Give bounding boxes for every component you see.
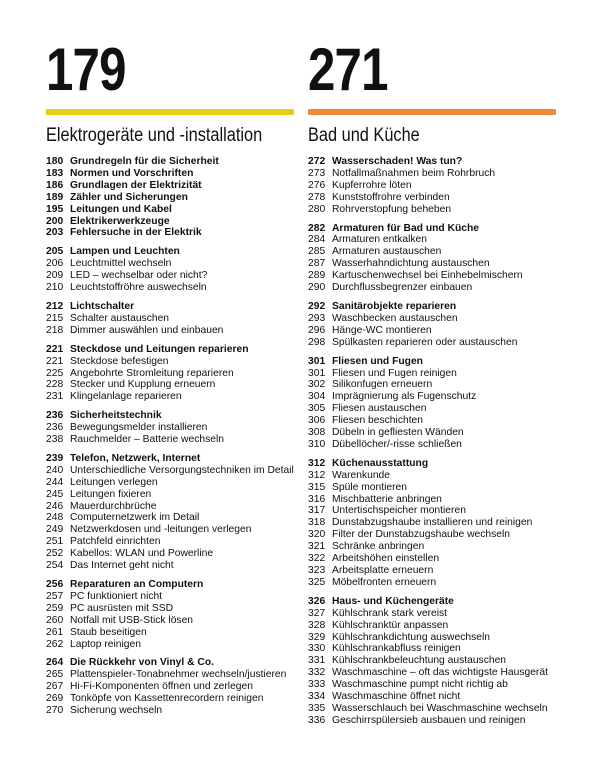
toc-entry[interactable] (308, 620, 556, 632)
page-number: 221 (46, 343, 64, 355)
entry-title: Plattenspieler-Tonabnehmer wechseln/justieren (70, 669, 287, 681)
toc-entry[interactable] (308, 379, 556, 391)
entry-title: Unterschiedliche Versorgungstechniken im Detail (70, 464, 294, 476)
chapter-number: 271 (308, 36, 388, 103)
chapter-title: Bad und Küche (308, 125, 420, 146)
toc-entry[interactable] (46, 422, 294, 434)
page-number: 298 (308, 336, 326, 348)
entry-title: Kunststoffrohre verbinden (332, 191, 450, 203)
toc-section-heading[interactable] (46, 410, 294, 422)
page-number: 335 (308, 702, 326, 714)
toc-entry[interactable] (46, 313, 294, 325)
page-number: 209 (46, 270, 64, 282)
entry-title: Rohrverstopfung beheben (332, 203, 452, 215)
entry-title: Haus- und Küchengeräte (332, 595, 454, 607)
toc-section (46, 344, 294, 404)
page-number: 310 (308, 438, 326, 450)
entry-title: Sanitärobjekte reparieren (332, 300, 457, 312)
entry-title: Kühlschrank stark vereist (332, 607, 448, 619)
toc-entry[interactable] (308, 632, 556, 644)
page-number: 329 (308, 631, 326, 643)
entry-title: Schränke anbringen (332, 541, 425, 553)
page-number: 308 (308, 427, 326, 439)
toc-list (46, 156, 294, 717)
toc-section (46, 156, 294, 239)
entry-title: Lichtschalter (70, 300, 135, 312)
toc-entry[interactable] (308, 482, 556, 494)
toc-entry[interactable] (46, 501, 294, 513)
right-chapter (308, 36, 556, 727)
entry-title: Wasserschlauch bei Waschmaschine wechseln (332, 702, 548, 714)
toc-section-heading[interactable] (308, 458, 556, 470)
entry-title: Kühlschranktür anpassen (332, 619, 449, 631)
toc-entry[interactable] (308, 204, 556, 216)
page-number: 312 (308, 469, 326, 481)
page-number: 289 (308, 270, 326, 282)
toc-entry[interactable] (46, 669, 294, 681)
toc-entry[interactable] (46, 216, 294, 228)
left-chapter (46, 36, 294, 717)
page-number: 325 (308, 576, 326, 588)
page-number: 236 (46, 410, 64, 422)
page-number: 206 (46, 258, 64, 270)
toc-entry[interactable] (308, 168, 556, 180)
page-number: 269 (46, 693, 64, 705)
toc-section (46, 246, 294, 294)
page-number: 333 (308, 679, 326, 691)
entry-title: Zähler und Sicherungen (70, 191, 188, 203)
toc-entry[interactable] (46, 227, 294, 239)
page-number: 331 (308, 655, 326, 667)
entry-title: Leitungen und Kabel (70, 203, 172, 215)
toc-entry[interactable] (308, 565, 556, 577)
page-number: 282 (308, 222, 326, 234)
toc-section-heading[interactable] (46, 344, 294, 356)
toc-entry[interactable] (46, 627, 294, 639)
page-number: 260 (46, 614, 64, 626)
page-number: 305 (308, 403, 326, 415)
page-number: 280 (308, 203, 326, 215)
entry-title: Staub beseitigen (70, 626, 147, 638)
entry-title: Steckdose befestigen (70, 355, 169, 367)
toc-section-heading[interactable] (308, 356, 556, 368)
entry-title: Grundregeln für die Sicherheit (70, 156, 219, 167)
page-number: 296 (308, 324, 326, 336)
page-number: 249 (46, 524, 64, 536)
page-number: 240 (46, 464, 64, 476)
page-number: 301 (308, 367, 326, 379)
toc-entry[interactable] (308, 529, 556, 541)
entry-title: Mauerdurchbrüche (70, 500, 157, 512)
toc-entry[interactable] (46, 705, 294, 717)
entry-title: Elektrikerwerkzeuge (70, 215, 170, 227)
toc-entry[interactable] (308, 643, 556, 655)
toc-section-heading[interactable] (308, 596, 556, 608)
chapter-number: 179 (46, 36, 126, 103)
entry-title: Fliesen und Fugen reinigen (332, 367, 457, 379)
toc-entry[interactable] (46, 465, 294, 477)
page-number: 195 (46, 203, 64, 215)
entry-title: Untertischspeicher montieren (332, 505, 466, 517)
toc-entry[interactable] (46, 615, 294, 627)
toc-entry[interactable] (308, 234, 556, 246)
entry-title: Kupferrohre löten (332, 179, 412, 191)
toc-list (308, 156, 556, 727)
toc-section-heading[interactable] (308, 301, 556, 313)
toc-entry[interactable] (308, 505, 556, 517)
toc-entry[interactable] (46, 548, 294, 560)
entry-title: Notfallmaßnahmen beim Rohrbruch (332, 167, 496, 179)
page-number: 215 (46, 312, 64, 324)
entry-title: Leitungen verlegen (70, 476, 158, 488)
page-number: 302 (308, 379, 326, 391)
entry-title: Bewegungsmelder installieren (70, 422, 208, 434)
page-number: 261 (46, 626, 64, 638)
entry-title: Tonköpfe von Kassettenrecordern reinigen (70, 693, 264, 705)
page-number: 276 (308, 179, 326, 191)
entry-title: Laptop reinigen (70, 638, 141, 650)
entry-title: Mischbatterie anbringen (332, 493, 442, 505)
toc-section-heading[interactable] (46, 579, 294, 591)
toc-entry[interactable] (46, 204, 294, 216)
entry-title: Leuchtmittel wechseln (70, 258, 172, 270)
toc-section-heading[interactable] (46, 156, 294, 168)
page-number: 262 (46, 638, 64, 650)
page-number: 285 (308, 246, 326, 258)
entry-title: Steckdose und Leitungen reparieren (70, 343, 249, 355)
toc-section-heading[interactable] (46, 246, 294, 258)
page-number: 336 (308, 714, 326, 726)
toc-entry[interactable] (46, 603, 294, 615)
page-number: 332 (308, 667, 326, 679)
entry-title: Kühlschrankabfluss reinigen (332, 643, 461, 655)
toc-entry[interactable] (46, 258, 294, 270)
entry-title: Warenkunde (332, 469, 391, 481)
toc-entry[interactable] (46, 391, 294, 403)
toc-section (308, 596, 556, 727)
entry-title: Notfall mit USB-Stick lösen (70, 614, 194, 626)
toc-entry[interactable] (308, 577, 556, 589)
entry-title: Normen und Vorschriften (70, 167, 194, 179)
page-number: 284 (308, 234, 326, 246)
page-number: 318 (308, 517, 326, 529)
entry-title: Kartuschenwechsel bei Einhebelmischern (332, 270, 523, 282)
entry-title: Kühlschrankbeleuchtung austauschen (332, 655, 507, 667)
toc-entry[interactable] (308, 192, 556, 204)
entry-title: Lampen und Leuchten (70, 246, 180, 258)
page-number: 236 (46, 422, 64, 434)
entry-title: Wasserhahndichtung austauschen (332, 258, 490, 270)
toc-entry[interactable] (308, 258, 556, 270)
toc-section (46, 410, 294, 446)
toc-entry[interactable] (46, 591, 294, 603)
page-number: 327 (308, 607, 326, 619)
entry-title: Sicherheitstechnik (70, 410, 162, 422)
toc-entry[interactable] (46, 325, 294, 337)
page-number: 248 (46, 512, 64, 524)
page-number: 238 (46, 434, 64, 446)
entry-title: Armaturen für Bad und Küche (332, 222, 480, 234)
toc-entry[interactable] (308, 655, 556, 667)
entry-title: Dübellöcher/-risse schließen (332, 438, 462, 450)
page-number: 212 (46, 300, 64, 312)
entry-title: Fliesen austauschen (332, 403, 427, 415)
entry-title: Stecker und Kupplung erneuern (70, 379, 216, 391)
entry-title: Telefon, Netzwerk, Internet (70, 452, 201, 464)
page-number: 210 (46, 282, 64, 294)
toc-entry[interactable] (46, 270, 294, 282)
toc-entry[interactable] (308, 325, 556, 337)
toc-entry[interactable] (308, 282, 556, 294)
entry-title: Sicherung wechseln (70, 705, 163, 717)
toc-entry[interactable] (308, 608, 556, 620)
toc-entry[interactable] (308, 470, 556, 482)
toc-entry[interactable] (308, 313, 556, 325)
toc-section-heading[interactable] (308, 223, 556, 235)
entry-title: Rauchmelder – Batterie wechseln (70, 434, 224, 446)
toc-entry[interactable] (308, 337, 556, 349)
toc-section (308, 458, 556, 589)
toc-entry[interactable] (46, 356, 294, 368)
toc-entry[interactable] (308, 439, 556, 451)
page-number: 225 (46, 367, 64, 379)
page-number: 322 (308, 553, 326, 565)
entry-title: Leuchtstoffröhre auswechseln (70, 282, 207, 294)
toc-section-heading[interactable] (46, 301, 294, 313)
entry-title: Netzwerkdosen und -leitungen verlegen (70, 524, 252, 536)
entry-title: Silikonfugen erneuern (332, 379, 433, 391)
toc-entry[interactable] (308, 667, 556, 679)
entry-title: Imprägnierung als Fugenschutz (332, 391, 477, 403)
toc-entry[interactable] (46, 168, 294, 180)
toc-entry[interactable] (46, 693, 294, 705)
entry-title: Angebohrte Stromleitung reparieren (70, 367, 234, 379)
toc-entry[interactable] (308, 180, 556, 192)
toc-section (46, 453, 294, 572)
toc-section (308, 356, 556, 451)
toc-entry[interactable] (46, 434, 294, 446)
page-number: 256 (46, 579, 64, 590)
toc-section (308, 156, 556, 216)
entry-title: Hänge-WC montieren (332, 324, 432, 336)
page-number: 254 (46, 560, 64, 572)
page-number: 251 (46, 536, 64, 548)
page-number: 228 (46, 379, 64, 391)
toc-entry[interactable] (308, 415, 556, 427)
entry-title: Waschmaschine – oft das wichtigste Hausgerät (332, 667, 548, 679)
toc-entry[interactable] (46, 180, 294, 192)
entry-title: Das Internet geht nicht (70, 560, 174, 572)
toc-section (46, 301, 294, 337)
entry-title: Dimmer auswählen und einbauen (70, 324, 224, 336)
entry-title: PC funktioniert nicht (70, 590, 163, 602)
page-number: 334 (308, 691, 326, 703)
toc-entry[interactable] (308, 541, 556, 553)
entry-title: Fliesen beschichten (332, 415, 424, 427)
page-number: 257 (46, 590, 64, 602)
entry-title: Armaturen entkalken (332, 234, 428, 246)
page-number: 246 (46, 500, 64, 512)
page-number: 321 (308, 541, 326, 553)
toc-entry[interactable] (308, 553, 556, 565)
toc-section (46, 579, 294, 650)
page-number: 292 (308, 300, 326, 312)
toc-entry[interactable] (46, 524, 294, 536)
toc-section-heading[interactable] (308, 156, 556, 168)
entry-title: Durchflussbegrenzer einbauen (332, 282, 473, 294)
entry-title: Hi-Fi-Komponenten öffnen und zerlegen (70, 681, 253, 693)
chapter-accent-bar (308, 109, 556, 115)
toc-entry[interactable] (46, 192, 294, 204)
page-number: 180 (46, 156, 64, 167)
page-number: 278 (308, 191, 326, 203)
page-number: 270 (46, 705, 64, 717)
chapter-title: Elektrogeräte und -installation (46, 125, 263, 146)
page-number: 330 (308, 643, 326, 655)
toc-entry[interactable] (308, 715, 556, 727)
toc-entry[interactable] (46, 477, 294, 489)
page-number: 273 (308, 167, 326, 179)
entry-title: Spülkasten reparieren oder austauschen (332, 336, 518, 348)
page-number: 203 (46, 227, 64, 239)
toc-entry[interactable] (308, 517, 556, 529)
toc-section (308, 223, 556, 294)
chapter-accent-bar (46, 109, 294, 115)
page-number: 287 (308, 258, 326, 270)
toc-entry[interactable] (46, 282, 294, 294)
entry-title: Die Rückkehr von Vinyl & Co. (70, 657, 215, 669)
entry-title: Filter der Dunstabzugshaube wechseln (332, 529, 511, 541)
entry-title: Spüle montieren (332, 481, 407, 493)
page-number: 183 (46, 167, 64, 179)
entry-title: Möbelfronten erneuern (332, 576, 437, 588)
entry-title: Kühlschrankdichtung auswechseln (332, 631, 490, 643)
page-number: 239 (46, 452, 64, 464)
toc-entry[interactable] (46, 536, 294, 548)
entry-title: Waschbecken austauschen (332, 312, 458, 324)
toc-entry[interactable] (46, 681, 294, 693)
entry-title: Waschmaschine pumpt nicht richtig ab (332, 679, 508, 691)
page-number: 315 (308, 481, 326, 493)
entry-title: LED – wechselbar oder nicht? (70, 270, 208, 282)
page-number: 267 (46, 681, 64, 693)
page-number: 218 (46, 324, 64, 336)
toc-entry[interactable] (308, 679, 556, 691)
page-number: 301 (308, 355, 326, 367)
page-number: 259 (46, 602, 64, 614)
toc-section (308, 301, 556, 349)
page-number: 320 (308, 529, 326, 541)
toc-entry[interactable] (308, 403, 556, 415)
page-number: 252 (46, 548, 64, 560)
page-number: 312 (308, 457, 326, 469)
entry-title: Arbeitshöhen einstellen (332, 553, 440, 565)
entry-title: Waschmaschine öffnet nicht (332, 691, 461, 703)
entry-title: Fliesen und Fugen (332, 355, 423, 367)
entry-title: Dunstabzugshaube installieren und reinigen (332, 517, 533, 529)
page-number: 264 (46, 657, 64, 669)
toc-entry[interactable] (308, 703, 556, 715)
page-number: 272 (308, 156, 326, 167)
toc-entry[interactable] (46, 639, 294, 651)
entry-title: Leitungen fixieren (70, 488, 152, 500)
entry-title: Klingelanlage reparieren (70, 391, 182, 403)
page-number: 205 (46, 246, 64, 258)
toc-entry[interactable] (308, 368, 556, 380)
page-number: 245 (46, 488, 64, 500)
toc-entry[interactable] (308, 391, 556, 403)
page-number: 231 (46, 391, 64, 403)
entry-title: Arbeitsplatte erneuern (332, 565, 434, 576)
page-number: 293 (308, 312, 326, 324)
toc-entry[interactable] (46, 379, 294, 391)
entry-title: Wasserschaden! Was tun? (332, 156, 463, 167)
toc-entry[interactable] (46, 560, 294, 572)
entry-title: Geschirrspülersieb ausbauen und reinigen (332, 714, 526, 726)
page-number: 290 (308, 282, 326, 294)
entry-title: Computernetzwerk im Detail (70, 512, 200, 524)
toc-entry[interactable] (308, 246, 556, 258)
entry-title: PC ausrüsten mit SSD (70, 602, 174, 614)
entry-title: Schalter austauschen (70, 312, 170, 324)
toc-entry[interactable] (46, 368, 294, 380)
page-number: 244 (46, 476, 64, 488)
page-number: 200 (46, 215, 64, 227)
page-number: 304 (308, 391, 326, 403)
page-number: 186 (46, 179, 64, 191)
page-number: 316 (308, 493, 326, 505)
page-number: 306 (308, 415, 326, 427)
page-number: 328 (308, 619, 326, 631)
page-number: 317 (308, 505, 326, 517)
entry-title: Dübeln in gefliesten Wänden (332, 427, 464, 439)
toc-section-heading[interactable] (46, 453, 294, 465)
toc-entry[interactable] (308, 494, 556, 506)
toc-section-heading[interactable] (46, 657, 294, 669)
entry-title: Kabellos: WLAN und Powerline (70, 548, 214, 560)
entry-title: Grundlagen der Elektrizität (70, 179, 202, 191)
toc-section (46, 657, 294, 717)
page-number: 221 (46, 355, 64, 367)
page-number: 326 (308, 595, 326, 607)
page-number: 189 (46, 191, 64, 203)
entry-title: Fehlersuche in der Elektrik (70, 227, 202, 239)
toc-entry[interactable] (46, 489, 294, 501)
page-number: 323 (308, 565, 326, 576)
toc-entry[interactable] (46, 512, 294, 524)
toc-entry[interactable] (308, 691, 556, 703)
toc-entry[interactable] (308, 427, 556, 439)
entry-title: Küchenausstattung (332, 457, 429, 469)
entry-title: Patchfeld einrichten (70, 536, 161, 548)
toc-entry[interactable] (308, 270, 556, 282)
entry-title: Reparaturen an Computern (70, 579, 204, 590)
entry-title: Armaturen austauschen (332, 246, 442, 258)
page-number: 265 (46, 669, 64, 681)
